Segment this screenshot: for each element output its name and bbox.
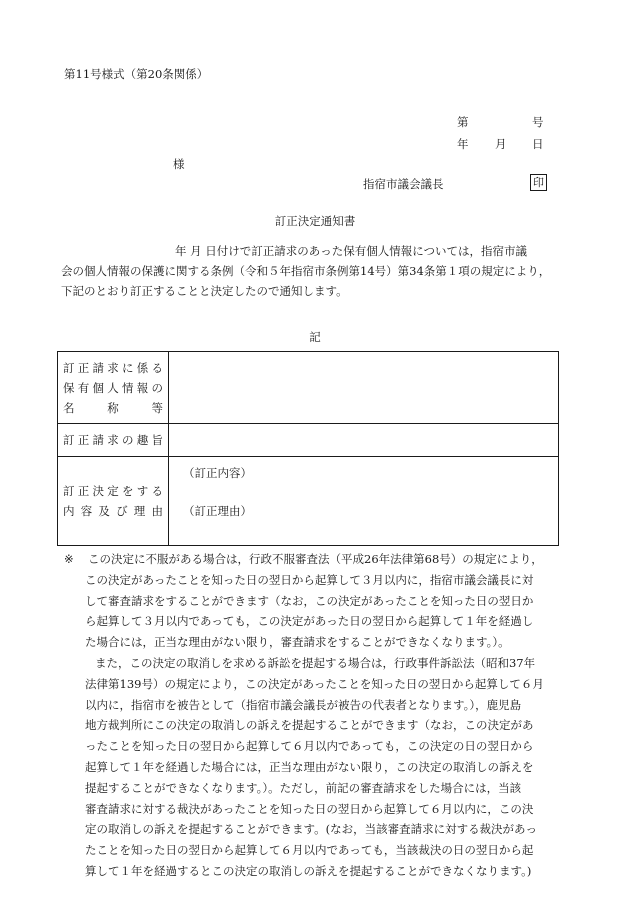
note-line: た場合には，正当な理由がない限り，審査請求をすることができなくなります。）。 (85, 635, 510, 650)
decision-label-cell (58, 457, 169, 546)
request-purpose-label (63, 430, 163, 450)
date-month-label: 月 (495, 137, 507, 151)
note-line: 審査請求に対する裁決があったことを知った日の翌日から起算して６月以内に，この決 (85, 801, 534, 816)
ki-heading: 記 (309, 330, 321, 344)
document-title: 訂正決定通知書 (274, 214, 356, 228)
body-line: 年 月 日付けで訂正請求のあった保有個人情報については，指宿市議 (175, 244, 527, 258)
seal-mark: 印 (530, 174, 547, 191)
note-line: たことを知った日の翌日から起算して６月以内であっても，当該裁決の日の翌日から起 (85, 843, 534, 858)
label-line: 訂 正 決 定 を す る (63, 484, 163, 498)
target-info-value (169, 352, 559, 424)
note-line: 定の取消しの訴えを提起することができます。(なお，当該審査請求に対する裁決があっ (85, 822, 537, 837)
note-line: 地方裁判所にこの決定の取消しの訴えを提起することができます（なお，この決定があ (85, 718, 534, 733)
note-line: 起算して１年を経過した場合には，正当な理由がない限り，この決定の取消しの訴えを (85, 759, 534, 774)
decision-label (63, 481, 163, 521)
note-line: この決定があったことを知った日の翌日から起算して３月以内に，指宿市議会議長に対 (85, 572, 534, 587)
note-line: 法律第139号）の規定により，この決定があったことを知った日の翌日から起算して６月 (85, 676, 544, 691)
correction-reason-label: （訂正理由） (183, 504, 252, 518)
request-purpose-value (169, 424, 559, 457)
note-line: 提起することができなくなります。）。ただし，前記の審査請求をした場合には，当該 (85, 780, 522, 795)
label-line: 保 有 個 人 情 報 の (63, 380, 163, 395)
correction-content-label: （訂正内容） (183, 466, 252, 480)
note-line: ら起算して３月以内であっても，この決定があった日の翌日から起算して１年を経過し (85, 614, 534, 629)
table-row (58, 352, 559, 424)
form-number: 第11号様式（第20条関係） (64, 67, 209, 81)
date-year-label: 年 (457, 137, 469, 151)
table-row (58, 457, 559, 546)
body-line: 会の個人情報の保護に関する条例（令和５年指宿市条例第14号）第34条第１項の規定により， (61, 264, 551, 278)
sender-title: 指宿市議会議長 (363, 177, 444, 191)
notice-body (61, 241, 571, 301)
date-day-label: 日 (532, 137, 544, 151)
decision-value (169, 457, 559, 546)
target-info-label (63, 358, 163, 418)
appeal-notes (64, 549, 572, 882)
note-mark: ※ (64, 552, 74, 566)
table-row (58, 424, 559, 457)
request-purpose-label-cell (58, 424, 169, 457)
note-line: 以内に，指宿市を被告として（指宿市議会議長が被告の代表者となります。），鹿児島 (85, 697, 522, 712)
document-number-label: 第 (457, 115, 469, 129)
label-line: 訂 正 請 求 の 趣 旨 (63, 433, 163, 447)
label-line: 訂 正 請 求 に 係 る (63, 360, 163, 375)
correction-table (57, 351, 559, 546)
addressee-suffix: 様 (173, 157, 185, 171)
body-line: 下記のとおり訂正することと決定したので通知します。 (61, 284, 348, 298)
target-info-label-cell (58, 352, 169, 424)
note-line: 算して１年を経過するとこの決定の取消しの訴えを提起することができなくなります。) (85, 863, 532, 878)
note-line: ※ この決定に不服がある場合は，行政不服審査法（平成26年法律第68号）の規定により， (64, 549, 572, 570)
label-line: 内 容 及 び 理 由 (63, 504, 163, 518)
document-number-suffix: 号 (532, 115, 544, 129)
label-line: 名 称 等 (63, 400, 163, 415)
note-line: して審査請求をすることができます（なお，この決定があったことを知った日の翌日か (85, 593, 534, 608)
note-line: ったことを知った日の翌日から起算して６月以内であっても，この決定の日の翌日から (85, 739, 534, 754)
note-line: また，この決定の取消しを求める訴訟を提起する場合は，行政事件訴訟法（昭和37年 (95, 655, 536, 670)
